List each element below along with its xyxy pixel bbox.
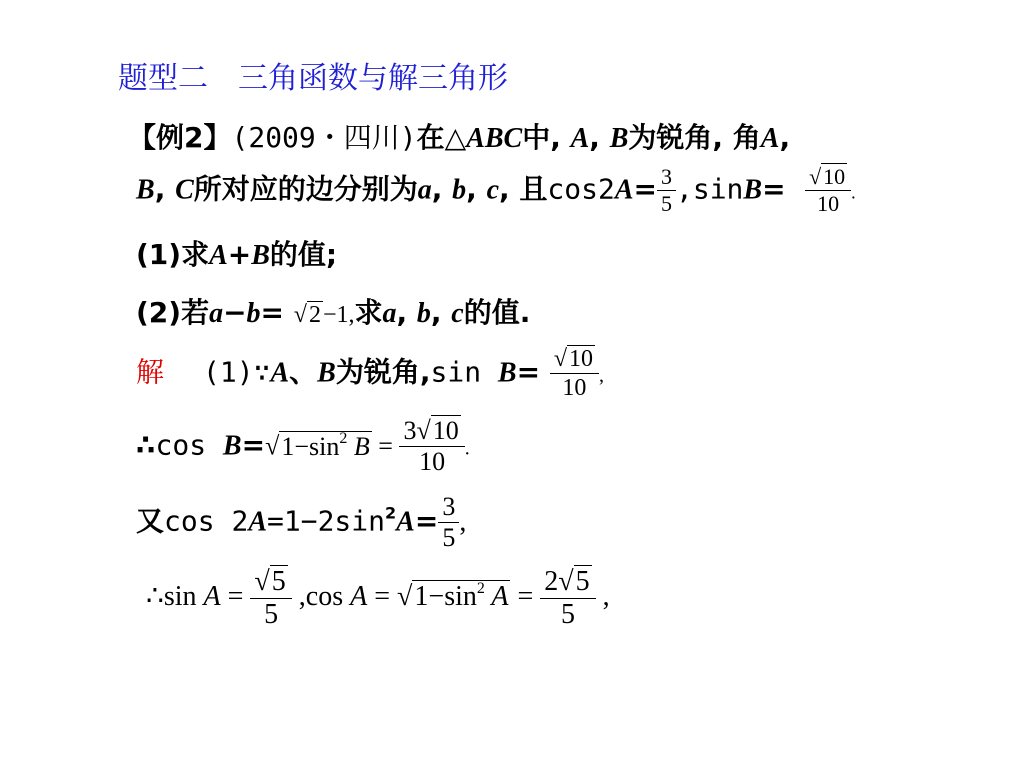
radicand: 10 (569, 346, 593, 372)
var-B: B (743, 174, 763, 206)
denominator: 5 (438, 522, 459, 551)
fraction-3sqrt10-10 (399, 418, 464, 475)
question-part-2 (136, 296, 531, 329)
equals: = (371, 431, 400, 461)
equals: = (220, 580, 251, 612)
text: , (154, 172, 176, 206)
example-line-2 (136, 166, 856, 215)
radicand (279, 431, 371, 461)
var-c: c (486, 174, 499, 206)
numerator (250, 568, 291, 598)
equals: = (516, 355, 541, 389)
sqrt-icon: √ (397, 580, 413, 612)
text: , (589, 121, 610, 154)
text: 求 (354, 296, 383, 329)
var-B: B (222, 430, 242, 462)
var-C: C (175, 174, 194, 206)
text: 、 (289, 355, 318, 389)
equals: = (367, 580, 398, 612)
cos-text: cos (305, 580, 351, 612)
numerator (540, 568, 595, 598)
solution-line-3 (136, 494, 466, 551)
numerator: 3 (660, 164, 672, 189)
var-B: B (136, 174, 155, 206)
sqrt-icon: √ (809, 164, 822, 189)
radicand: 5 (271, 566, 286, 597)
comma: , (599, 364, 604, 387)
var-B: B (497, 357, 517, 389)
comma: , (595, 580, 610, 612)
var-A: A (203, 580, 221, 612)
var-A: A (248, 506, 267, 538)
text: 1−sin (281, 431, 340, 461)
var-B: B (609, 123, 629, 154)
comma: , (459, 506, 467, 538)
question-part-1 (136, 238, 338, 271)
var-A: A (396, 506, 415, 538)
cos-text: cos2 (547, 172, 615, 206)
therefore-icon: ∴ (136, 428, 156, 462)
sqrt-icon: √ (265, 431, 280, 461)
var-b: b (452, 174, 467, 206)
radicand (412, 580, 510, 612)
denominator: 10 (550, 373, 599, 400)
text: , (431, 172, 453, 206)
exponent: 2 (476, 579, 485, 597)
part-label: (2)若 (136, 296, 210, 329)
text: =1−2sin (267, 504, 386, 538)
text: 为锐角, (335, 355, 431, 389)
denominator: 5 (540, 598, 595, 629)
var-B: B (347, 431, 370, 461)
cos-text: cos (155, 428, 223, 462)
var-A: A (209, 240, 228, 271)
denominator: 5 (657, 190, 676, 215)
sin-text: ,sin (675, 172, 744, 206)
var-A: A (270, 357, 290, 389)
fraction-3-5 (438, 494, 459, 551)
period: . (851, 182, 856, 203)
example-label: 【例2】 (128, 121, 232, 154)
denominator: 5 (250, 598, 291, 629)
equals: = (260, 296, 285, 329)
text: 又 (136, 504, 165, 538)
radicand: 10 (823, 164, 846, 189)
numerator (399, 418, 464, 446)
sqrt-icon: √ (553, 346, 567, 372)
example-source: (2009・四川) (231, 121, 417, 154)
therefore-icon: ∴ (146, 580, 164, 612)
fraction-sqrt5-5 (250, 568, 291, 629)
var-A: A (760, 123, 780, 154)
numerator (805, 166, 851, 190)
plus: + (227, 238, 252, 271)
text: (1)∵ (203, 355, 271, 389)
text: , (430, 296, 452, 329)
sqrt-icon: √ (416, 416, 431, 445)
equals: = (414, 504, 439, 538)
text: 的值. (463, 296, 531, 329)
denominator: 10 (399, 446, 464, 475)
exponent: 2 (339, 429, 348, 447)
text: , (779, 121, 791, 154)
text: −1, (322, 302, 355, 328)
text: , 且 (499, 172, 548, 206)
section-heading: 题型二 三角函数与解三角形 (118, 61, 508, 96)
var-B: B (317, 357, 336, 389)
text: 在△ (416, 121, 467, 154)
var-c: c (451, 298, 464, 329)
exponent: 2 (385, 503, 397, 523)
radicand: 10 (432, 416, 459, 445)
triangle-abc: ABC (466, 123, 523, 154)
text: 为锐角, 角 (628, 121, 761, 154)
example-line-1 (128, 121, 791, 154)
sqrt-icon: √ (293, 302, 307, 328)
fraction-2sqrt5-5 (540, 568, 595, 629)
coefficient: 3 (403, 416, 417, 445)
solution-label: 解 (136, 355, 165, 389)
solution-line-1 (136, 347, 604, 400)
sqrt-icon: √ (558, 566, 574, 597)
text: , (396, 296, 417, 329)
text: 中, (522, 121, 571, 154)
text: , (466, 172, 487, 206)
var-A: A (570, 123, 590, 154)
fraction-sqrt10-10 (805, 166, 851, 215)
comma: , (291, 580, 306, 612)
sqrt-expression (265, 431, 399, 461)
fraction-3-5 (657, 166, 676, 215)
sin-text: sin (163, 580, 204, 612)
equals: = (762, 172, 786, 206)
text: 的值; (269, 238, 338, 271)
equals: = (510, 580, 541, 612)
radicand: 2 (308, 302, 321, 328)
solution-line-2 (136, 418, 470, 475)
sqrt-icon: √ (254, 566, 270, 597)
var-a: a (209, 298, 224, 329)
minus: − (223, 296, 247, 329)
equals: = (241, 428, 266, 462)
period: . (464, 437, 470, 460)
numerator: 3 (442, 492, 456, 521)
var-b: b (246, 298, 261, 329)
var-A: A (350, 580, 368, 612)
sqrt2-minus-1 (294, 301, 355, 328)
fraction-sqrt10-10 (550, 347, 599, 400)
var-B: B (251, 240, 270, 271)
sin-text: sin (430, 355, 498, 389)
solution-line-4 (146, 568, 610, 629)
var-b: b (416, 298, 431, 329)
var-a: a (382, 298, 397, 329)
radicand: 5 (575, 566, 590, 597)
denominator: 10 (805, 190, 851, 215)
coefficient: 2 (544, 566, 559, 597)
numerator (550, 347, 599, 373)
text: 1−sin (414, 580, 477, 612)
cos-text: cos 2 (164, 504, 249, 538)
var-A: A (614, 174, 634, 206)
var-A: A (484, 580, 509, 612)
text: 所对应的边分别为 (193, 172, 418, 206)
part-label: (1)求 (136, 238, 210, 271)
equals: = (633, 172, 657, 206)
var-a: a (417, 174, 432, 206)
